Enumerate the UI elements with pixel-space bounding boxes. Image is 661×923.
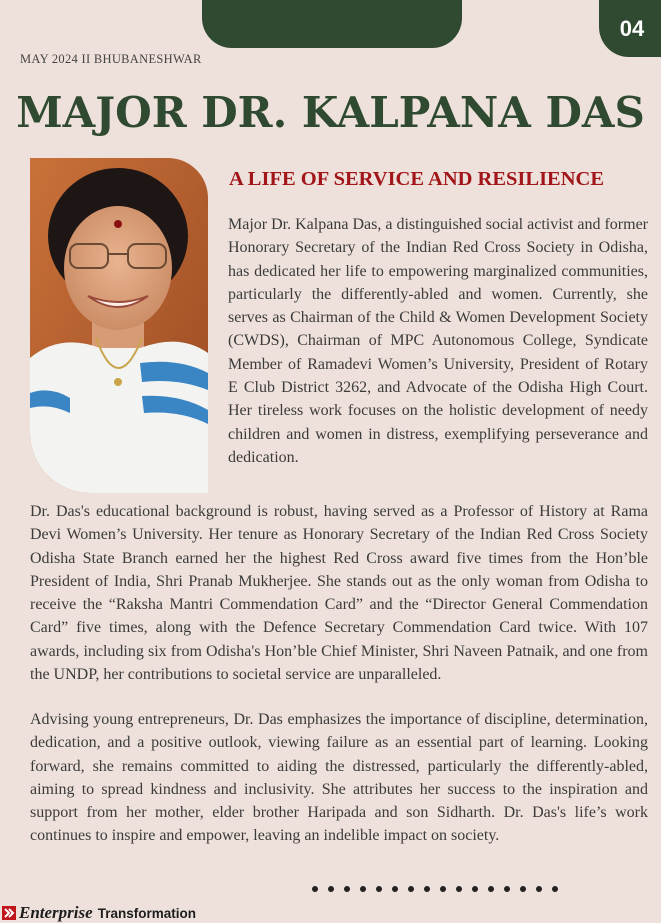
publication-footer	[2, 903, 196, 923]
divider-dot	[488, 886, 494, 892]
divider-dot	[376, 886, 382, 892]
header-tab-decoration	[202, 0, 462, 48]
divider-dot	[552, 886, 558, 892]
divider-dot	[344, 886, 350, 892]
article-subtitle: A LIFE OF SERVICE AND RESILIENCE	[229, 168, 605, 190]
article-paragraph: Major Dr. Kalpana Das, a distinguished social activist and former Honorary Secretary of the Indian Red Cross Society in Odisha, has dedicated her life to empowering marginalized communities, particularly the differently-abled and women. Currently, she serves as Chairman of the Child & Women Development Society (CWDS), Chairman of MPC Autonomous College, Syndicate Member of Ramadevi Women’s University, President of Rotary E Club District 3262, and Advocate of the Odisha High Court. Her tireless work focuses on the holistic development of needy children and women in distress, exemplifying perseverance and dedication.	[228, 216, 648, 466]
page-number-badge: 04	[599, 0, 661, 57]
divider-dot	[328, 886, 334, 892]
divider-dot	[536, 886, 542, 892]
footer-brand-italic: Enterprise	[19, 903, 93, 922]
divider-dot	[312, 886, 318, 892]
divider-dot	[456, 886, 462, 892]
divider-dot	[424, 886, 430, 892]
divider-dot	[520, 886, 526, 892]
divider-dot	[392, 886, 398, 892]
article-paragraph: Dr. Das's educational background is robust, having served as a Professor of History at Rama Devi Women’s University. Her tenure as Honorary Secretary of the Indian Red Cross Society Odisha State Branch earned her the highest Red Cross award five times from the Hon’ble President of India, Shri Pranab Mukherjee. She stands out as the only woman from Odisha to receive the “Raksha Mantri Commendation Card” and the “Director General Commendation Card” five times, along with the Defence Secretary Commendation Card twice. With 107 awards, including six from Odisha's Hon’ble Chief Minister, Shri Naveen Patnaik, and one from the UNDP, her contributions to societal service are unparalleled.	[30, 503, 648, 684]
divider-dot	[360, 886, 366, 892]
brand-logo-icon	[2, 906, 16, 920]
divider-dot	[408, 886, 414, 892]
divider-dot	[472, 886, 478, 892]
divider-dot	[504, 886, 510, 892]
divider-dot	[440, 886, 446, 892]
dateline: MAY 2024 II BHUBANESHWAR	[20, 52, 202, 66]
dot-divider	[312, 886, 558, 892]
article-title: MAJOR DR. KALPANA DAS	[16, 88, 645, 137]
footer-brand-rest: Transformation	[97, 905, 196, 921]
article-paragraph: Advising young entrepreneurs, Dr. Das emphasizes the importance of discipline, determination, dedication, and a positive outlook, viewing failure as an essential part of learning. Looking forward, she remains committed to aiding the distressed, particularly the differently-abled, aiming to spread kindness and inclusivity. She attributes her success to the inspiration and support from her mother, elder brother Haripada and son Sidharth. Dr. Das's life’s work continues to inspire and empower, leaving an indelible impact on society.	[30, 711, 648, 845]
portrait-photo	[30, 158, 208, 493]
